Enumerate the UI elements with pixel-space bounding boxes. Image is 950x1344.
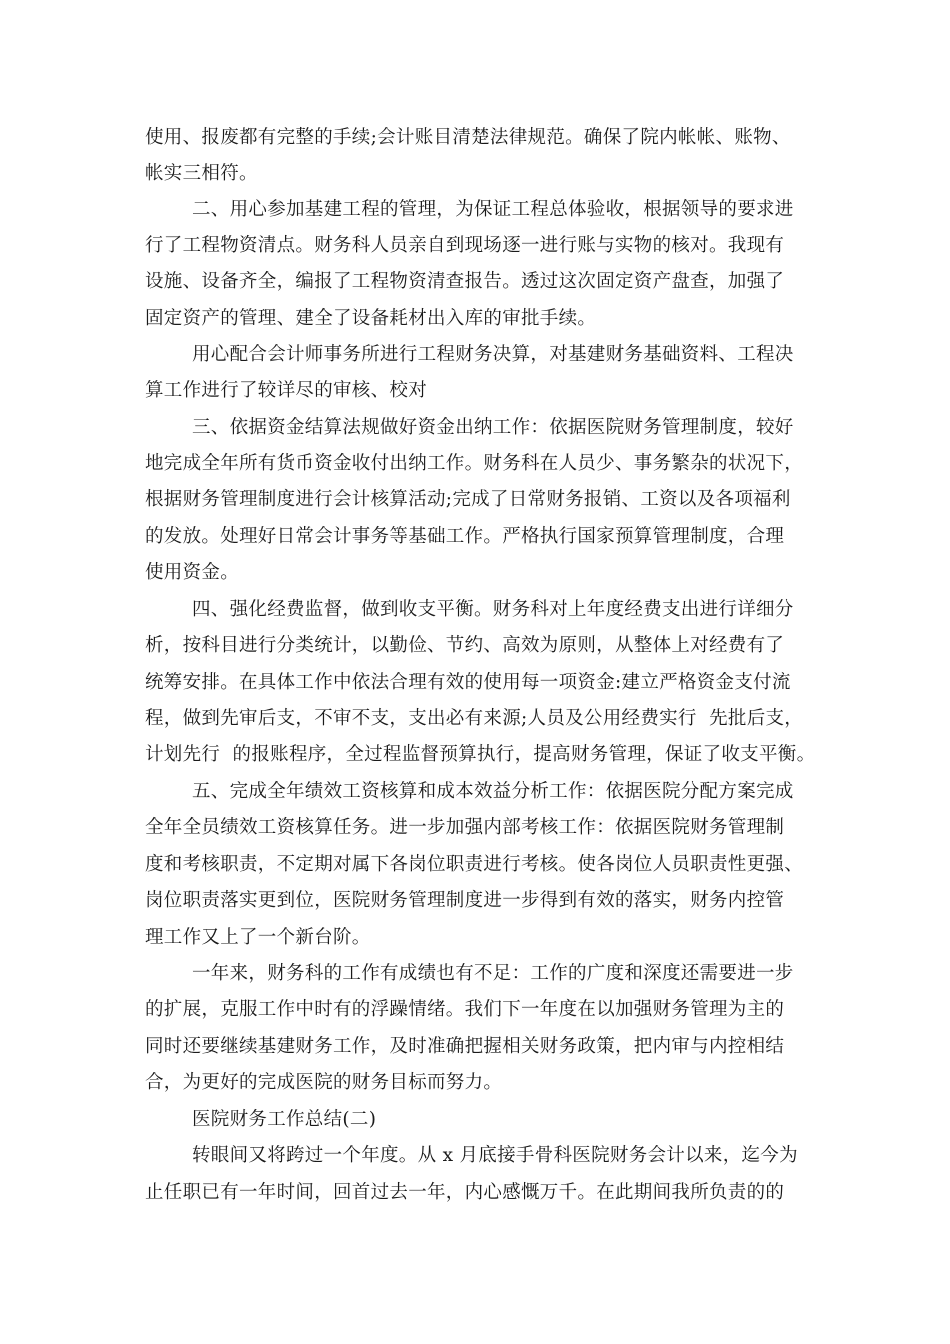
- text-line: 度和考核职责，不定期对属下各岗位职责进行考核。使各岗位人员职责性更强、: [145, 854, 804, 875]
- text-line: 的发放。处理好日常会计事务等基础工作。严格执行国家预算管理制度，合理: [145, 526, 785, 547]
- text-line: 根据财务管理制度进行会计核算活动;完成了日常财务报销、工资以及各项福利: [145, 489, 791, 510]
- text-line: 程，做到先审后支，不审不支，支出必有来源;人员及公用经费实行 先批后支，: [145, 708, 804, 729]
- paragraph-start-line: 一年来，财务科的工作有成绩也有不足：工作的广度和深度还需要进一步: [192, 963, 794, 984]
- section-heading: 医院财务工作总结(二): [192, 1109, 377, 1130]
- text-line: 的扩展，克服工作中时有的浮躁情绪。我们下一年度在以加强财务管理为主的: [145, 999, 785, 1020]
- text-line: 算工作进行了较详尽的审核、校对: [145, 380, 428, 401]
- text-line: 统筹安排。在具体工作中依法合理有效的使用每一项资金:建立严格资金支付流: [145, 672, 791, 693]
- text-line: 计划先行 的报账程序，全过程监督预算执行，提高财务管理，保证了收支平衡。: [145, 744, 816, 765]
- paragraph-start-line: 二、用心参加基建工程的管理，为保证工程总体验收，根据领导的要求进: [192, 199, 794, 220]
- text-line: 使用、报废都有完整的手续;会计账目清楚法律规范。确保了院内帐帐、账物、: [145, 127, 791, 148]
- text-line: 合，为更好的完成医院的财务目标而努力。: [145, 1072, 503, 1093]
- text-line: 理工作又上了一个新台阶。: [145, 927, 371, 948]
- text-line: 同时还要继续基建财务工作，及时准确把握相关财务政策，把内审与内控相结: [145, 1036, 785, 1057]
- paragraph-start-line: 用心配合会计师事务所进行工程财务决算，对基建财务基础资料、工程决: [192, 344, 794, 365]
- text-line: 行了工程物资清点。财务科人员亲自到现场逐一进行账与实物的核对。我现有: [145, 235, 785, 256]
- text-line: 全年全员绩效工资核算任务。进一步加强内部考核工作：依据医院财务管理制: [145, 817, 785, 838]
- text-line: 固定资产的管理、建全了设备耗材出入库的审批手续。: [145, 308, 597, 329]
- paragraph-start-line: 三、依据资金结算法规做好资金出纳工作：依据医院财务管理制度，较好: [192, 417, 794, 438]
- paragraph-start-line: 五、完成全年绩效工资核算和成本效益分析工作：依据医院分配方案完成: [192, 781, 794, 802]
- text-line: 岗位职责落实更到位，医院财务管理制度进一步得到有效的落实，财务内控管: [145, 890, 785, 911]
- paragraph-start-line: 转眼间又将跨过一个年度。从 x 月底接手骨科医院财务会计以来，迄今为: [192, 1145, 798, 1166]
- text-line: 帐实三相符。: [145, 163, 258, 184]
- text-line: 止任职已有一年时间，回首过去一年，内心感慨万千。在此期间我所负责的的: [145, 1182, 785, 1203]
- text-line: 使用资金。: [145, 562, 240, 583]
- text-line: 设施、设备齐全，编报了工程物资清查报告。透过这次固定资产盘查，加强了: [145, 271, 785, 292]
- text-line: 地完成全年所有货币资金收付出纳工作。财务科在人员少、事务繁杂的状况下，: [145, 453, 804, 474]
- text-line: 析，按科目进行分类统计，以勤俭、节约、高效为原则，从整体上对经费有了: [145, 635, 785, 656]
- paragraph-start-line: 四、强化经费监督，做到收支平衡。财务科对上年度经费支出进行详细分: [192, 599, 794, 620]
